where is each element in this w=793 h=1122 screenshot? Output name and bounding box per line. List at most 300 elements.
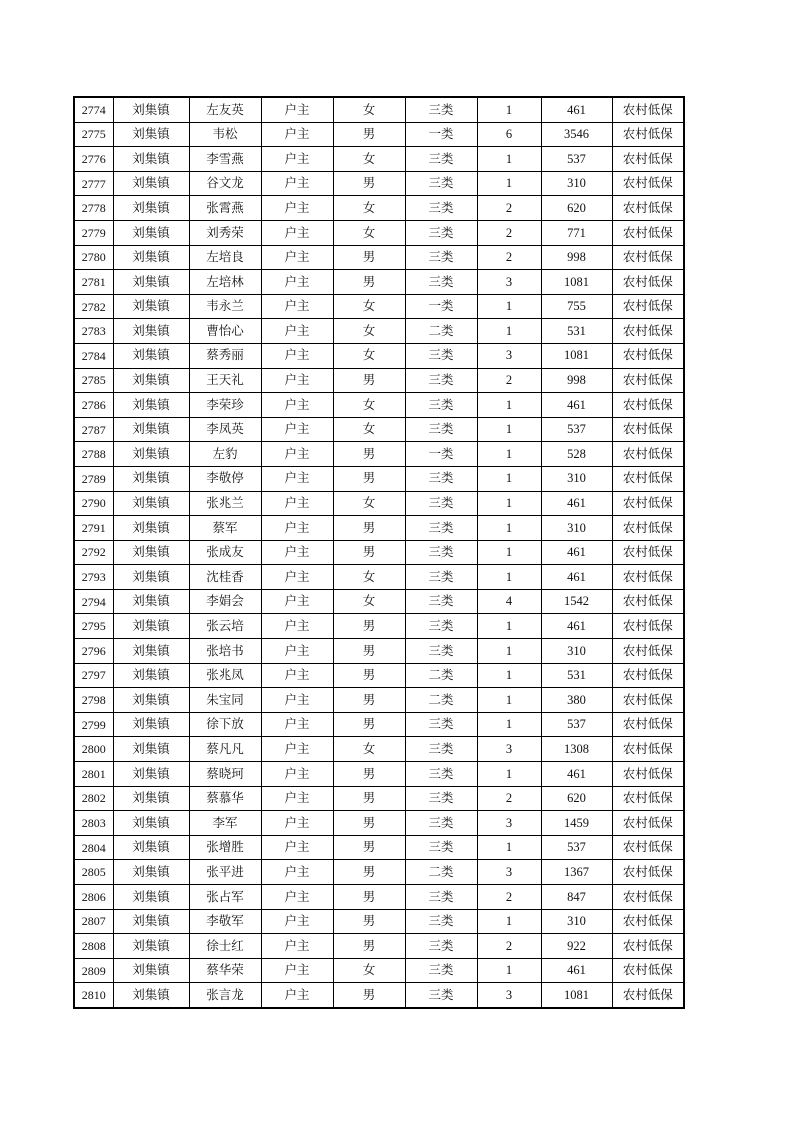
cell-household-role: 户主 (261, 909, 333, 934)
cell-name: 张云培 (189, 614, 261, 639)
cell-name: 曹怡心 (189, 319, 261, 344)
cell-gender: 男 (333, 934, 405, 959)
cell-name: 蔡晓珂 (189, 762, 261, 787)
cell-name: 李敬停 (189, 466, 261, 491)
cell-gender: 女 (333, 319, 405, 344)
cell-name: 左培良 (189, 245, 261, 270)
cell-town: 刘集镇 (113, 220, 189, 245)
cell-row-number: 2783 (74, 319, 113, 344)
cell-town: 刘集镇 (113, 393, 189, 418)
cell-household-size: 1 (477, 417, 541, 442)
cell-gender: 男 (333, 983, 405, 1008)
cell-category: 二类 (405, 860, 477, 885)
table-row (74, 786, 684, 811)
cell-name: 张霄燕 (189, 196, 261, 221)
cell-amount: 461 (541, 565, 612, 590)
cell-gender: 男 (333, 122, 405, 147)
table-row (74, 565, 684, 590)
cell-category: 三类 (405, 147, 477, 172)
cell-benefit-type: 农村低保 (612, 712, 684, 737)
cell-household-role: 户主 (261, 983, 333, 1008)
table-row (74, 934, 684, 959)
cell-household-size: 1 (477, 491, 541, 516)
cell-category: 三类 (405, 737, 477, 762)
cell-amount: 310 (541, 639, 612, 664)
table-row (74, 860, 684, 885)
cell-amount: 531 (541, 663, 612, 688)
table-row (74, 589, 684, 614)
cell-category: 三类 (405, 565, 477, 590)
cell-town: 刘集镇 (113, 712, 189, 737)
cell-gender: 男 (333, 688, 405, 713)
cell-household-size: 1 (477, 319, 541, 344)
cell-town: 刘集镇 (113, 294, 189, 319)
cell-name: 韦永兰 (189, 294, 261, 319)
cell-gender: 女 (333, 589, 405, 614)
table-row (74, 762, 684, 787)
cell-name: 李荣珍 (189, 393, 261, 418)
cell-benefit-type: 农村低保 (612, 860, 684, 885)
cell-amount: 771 (541, 220, 612, 245)
cell-amount: 461 (541, 97, 612, 122)
cell-amount: 755 (541, 294, 612, 319)
cell-benefit-type: 农村低保 (612, 343, 684, 368)
cell-town: 刘集镇 (113, 97, 189, 122)
cell-benefit-type: 农村低保 (612, 589, 684, 614)
cell-household-role: 户主 (261, 540, 333, 565)
cell-category: 三类 (405, 270, 477, 295)
cell-town: 刘集镇 (113, 417, 189, 442)
cell-benefit-type: 农村低保 (612, 762, 684, 787)
cell-amount: 461 (541, 614, 612, 639)
cell-benefit-type: 农村低保 (612, 663, 684, 688)
cell-name: 张增胜 (189, 835, 261, 860)
cell-row-number: 2806 (74, 885, 113, 910)
table-row (74, 368, 684, 393)
cell-row-number: 2786 (74, 393, 113, 418)
cell-household-role: 户主 (261, 737, 333, 762)
cell-household-size: 1 (477, 171, 541, 196)
cell-town: 刘集镇 (113, 171, 189, 196)
cell-benefit-type: 农村低保 (612, 958, 684, 983)
cell-amount: 847 (541, 885, 612, 910)
cell-amount: 537 (541, 835, 612, 860)
cell-row-number: 2808 (74, 934, 113, 959)
cell-amount: 3546 (541, 122, 612, 147)
cell-gender: 女 (333, 491, 405, 516)
cell-town: 刘集镇 (113, 762, 189, 787)
cell-gender: 女 (333, 393, 405, 418)
cell-name: 李凤英 (189, 417, 261, 442)
cell-household-role: 户主 (261, 688, 333, 713)
cell-row-number: 2779 (74, 220, 113, 245)
cell-row-number: 2782 (74, 294, 113, 319)
cell-row-number: 2781 (74, 270, 113, 295)
cell-household-role: 户主 (261, 393, 333, 418)
table-row (74, 663, 684, 688)
cell-benefit-type: 农村低保 (612, 294, 684, 319)
cell-category: 三类 (405, 491, 477, 516)
cell-name: 蔡秀丽 (189, 343, 261, 368)
roster-table (73, 96, 685, 1009)
cell-household-size: 1 (477, 147, 541, 172)
cell-household-role: 户主 (261, 442, 333, 467)
table-row (74, 885, 684, 910)
cell-benefit-type: 农村低保 (612, 171, 684, 196)
cell-name: 张占军 (189, 885, 261, 910)
cell-row-number: 2777 (74, 171, 113, 196)
table-row (74, 393, 684, 418)
cell-household-size: 2 (477, 196, 541, 221)
cell-name: 刘秀荣 (189, 220, 261, 245)
table-row (74, 909, 684, 934)
cell-name: 李军 (189, 811, 261, 836)
cell-amount: 1308 (541, 737, 612, 762)
cell-amount: 1081 (541, 270, 612, 295)
cell-amount: 1081 (541, 983, 612, 1008)
cell-name: 张兆兰 (189, 491, 261, 516)
cell-amount: 461 (541, 393, 612, 418)
cell-gender: 男 (333, 835, 405, 860)
cell-household-role: 户主 (261, 934, 333, 959)
cell-household-role: 户主 (261, 565, 333, 590)
cell-town: 刘集镇 (113, 639, 189, 664)
cell-row-number: 2787 (74, 417, 113, 442)
cell-name: 王天礼 (189, 368, 261, 393)
cell-row-number: 2803 (74, 811, 113, 836)
table-row (74, 737, 684, 762)
cell-town: 刘集镇 (113, 122, 189, 147)
cell-amount: 537 (541, 147, 612, 172)
cell-category: 三类 (405, 417, 477, 442)
cell-household-size: 3 (477, 343, 541, 368)
cell-town: 刘集镇 (113, 860, 189, 885)
cell-benefit-type: 农村低保 (612, 737, 684, 762)
table-row (74, 614, 684, 639)
cell-household-role: 户主 (261, 762, 333, 787)
table-row (74, 97, 684, 122)
table-row (74, 319, 684, 344)
cell-household-size: 1 (477, 565, 541, 590)
cell-household-size: 1 (477, 762, 541, 787)
cell-category: 一类 (405, 442, 477, 467)
cell-category: 三类 (405, 934, 477, 959)
cell-category: 三类 (405, 343, 477, 368)
cell-gender: 女 (333, 958, 405, 983)
cell-household-role: 户主 (261, 639, 333, 664)
cell-row-number: 2798 (74, 688, 113, 713)
cell-name: 张成友 (189, 540, 261, 565)
table-row (74, 835, 684, 860)
cell-town: 刘集镇 (113, 614, 189, 639)
cell-household-role: 户主 (261, 196, 333, 221)
cell-category: 三类 (405, 393, 477, 418)
cell-amount: 310 (541, 466, 612, 491)
cell-name: 徐士红 (189, 934, 261, 959)
cell-gender: 男 (333, 171, 405, 196)
cell-category: 三类 (405, 196, 477, 221)
cell-amount: 461 (541, 491, 612, 516)
cell-benefit-type: 农村低保 (612, 983, 684, 1008)
cell-household-role: 户主 (261, 491, 333, 516)
cell-name: 张言龙 (189, 983, 261, 1008)
cell-benefit-type: 农村低保 (612, 885, 684, 910)
cell-household-size: 1 (477, 663, 541, 688)
cell-benefit-type: 农村低保 (612, 491, 684, 516)
cell-gender: 女 (333, 343, 405, 368)
cell-household-role: 户主 (261, 712, 333, 737)
cell-amount: 310 (541, 171, 612, 196)
cell-row-number: 2780 (74, 245, 113, 270)
cell-gender: 男 (333, 368, 405, 393)
cell-town: 刘集镇 (113, 835, 189, 860)
cell-household-size: 3 (477, 983, 541, 1008)
cell-category: 三类 (405, 885, 477, 910)
cell-category: 三类 (405, 171, 477, 196)
cell-household-size: 1 (477, 909, 541, 934)
cell-household-role: 户主 (261, 343, 333, 368)
table-row (74, 466, 684, 491)
cell-row-number: 2809 (74, 958, 113, 983)
cell-town: 刘集镇 (113, 540, 189, 565)
cell-amount: 310 (541, 516, 612, 541)
cell-benefit-type: 农村低保 (612, 245, 684, 270)
cell-household-size: 3 (477, 737, 541, 762)
cell-amount: 620 (541, 196, 612, 221)
cell-benefit-type: 农村低保 (612, 614, 684, 639)
cell-town: 刘集镇 (113, 270, 189, 295)
cell-household-size: 1 (477, 958, 541, 983)
cell-gender: 男 (333, 245, 405, 270)
cell-household-size: 1 (477, 712, 541, 737)
cell-benefit-type: 农村低保 (612, 368, 684, 393)
table-row (74, 516, 684, 541)
cell-household-role: 户主 (261, 958, 333, 983)
cell-row-number: 2776 (74, 147, 113, 172)
cell-category: 三类 (405, 958, 477, 983)
cell-gender: 男 (333, 614, 405, 639)
cell-row-number: 2796 (74, 639, 113, 664)
cell-name: 李敬军 (189, 909, 261, 934)
cell-category: 三类 (405, 540, 477, 565)
cell-name: 谷文龙 (189, 171, 261, 196)
cell-household-role: 户主 (261, 786, 333, 811)
cell-benefit-type: 农村低保 (612, 220, 684, 245)
cell-row-number: 2793 (74, 565, 113, 590)
cell-benefit-type: 农村低保 (612, 909, 684, 934)
cell-town: 刘集镇 (113, 589, 189, 614)
cell-gender: 男 (333, 516, 405, 541)
table-row (74, 417, 684, 442)
cell-amount: 528 (541, 442, 612, 467)
cell-household-size: 1 (477, 442, 541, 467)
cell-row-number: 2805 (74, 860, 113, 885)
cell-amount: 1459 (541, 811, 612, 836)
cell-amount: 537 (541, 712, 612, 737)
cell-gender: 男 (333, 270, 405, 295)
cell-household-role: 户主 (261, 835, 333, 860)
cell-amount: 1542 (541, 589, 612, 614)
roster-sheet (73, 96, 683, 1009)
cell-amount: 922 (541, 934, 612, 959)
cell-town: 刘集镇 (113, 983, 189, 1008)
cell-town: 刘集镇 (113, 442, 189, 467)
table-row (74, 811, 684, 836)
cell-category: 三类 (405, 516, 477, 541)
cell-row-number: 2775 (74, 122, 113, 147)
cell-row-number: 2800 (74, 737, 113, 762)
cell-gender: 男 (333, 762, 405, 787)
cell-town: 刘集镇 (113, 663, 189, 688)
cell-town: 刘集镇 (113, 491, 189, 516)
cell-household-size: 2 (477, 885, 541, 910)
cell-gender: 男 (333, 466, 405, 491)
cell-row-number: 2778 (74, 196, 113, 221)
cell-gender: 男 (333, 712, 405, 737)
table-body (74, 97, 684, 1008)
cell-household-size: 4 (477, 589, 541, 614)
cell-benefit-type: 农村低保 (612, 393, 684, 418)
cell-household-role: 户主 (261, 97, 333, 122)
cell-household-size: 1 (477, 614, 541, 639)
cell-town: 刘集镇 (113, 786, 189, 811)
cell-household-size: 3 (477, 270, 541, 295)
cell-category: 三类 (405, 245, 477, 270)
cell-category: 三类 (405, 614, 477, 639)
cell-benefit-type: 农村低保 (612, 97, 684, 122)
cell-category: 三类 (405, 835, 477, 860)
cell-gender: 男 (333, 909, 405, 934)
cell-household-size: 2 (477, 220, 541, 245)
cell-benefit-type: 农村低保 (612, 835, 684, 860)
cell-town: 刘集镇 (113, 147, 189, 172)
cell-benefit-type: 农村低保 (612, 565, 684, 590)
cell-town: 刘集镇 (113, 811, 189, 836)
cell-household-size: 3 (477, 860, 541, 885)
cell-row-number: 2797 (74, 663, 113, 688)
cell-town: 刘集镇 (113, 737, 189, 762)
cell-benefit-type: 农村低保 (612, 516, 684, 541)
cell-name: 左培林 (189, 270, 261, 295)
cell-category: 三类 (405, 983, 477, 1008)
cell-name: 左豹 (189, 442, 261, 467)
cell-name: 张兆凤 (189, 663, 261, 688)
cell-name: 左友英 (189, 97, 261, 122)
cell-benefit-type: 农村低保 (612, 147, 684, 172)
cell-row-number: 2790 (74, 491, 113, 516)
cell-amount: 531 (541, 319, 612, 344)
cell-household-role: 户主 (261, 220, 333, 245)
cell-gender: 女 (333, 220, 405, 245)
cell-category: 二类 (405, 688, 477, 713)
cell-name: 朱宝同 (189, 688, 261, 713)
cell-town: 刘集镇 (113, 688, 189, 713)
table-row (74, 171, 684, 196)
cell-household-size: 6 (477, 122, 541, 147)
cell-town: 刘集镇 (113, 245, 189, 270)
cell-household-size: 1 (477, 516, 541, 541)
cell-amount: 461 (541, 762, 612, 787)
cell-benefit-type: 农村低保 (612, 417, 684, 442)
cell-household-role: 户主 (261, 122, 333, 147)
cell-gender: 男 (333, 442, 405, 467)
cell-category: 三类 (405, 368, 477, 393)
cell-gender: 女 (333, 294, 405, 319)
cell-name: 张平进 (189, 860, 261, 885)
cell-category: 一类 (405, 294, 477, 319)
cell-gender: 男 (333, 663, 405, 688)
cell-town: 刘集镇 (113, 909, 189, 934)
cell-row-number: 2788 (74, 442, 113, 467)
cell-row-number: 2795 (74, 614, 113, 639)
cell-gender: 女 (333, 97, 405, 122)
cell-benefit-type: 农村低保 (612, 319, 684, 344)
cell-gender: 女 (333, 196, 405, 221)
cell-household-role: 户主 (261, 171, 333, 196)
cell-town: 刘集镇 (113, 565, 189, 590)
cell-category: 三类 (405, 786, 477, 811)
cell-amount: 998 (541, 245, 612, 270)
cell-category: 一类 (405, 122, 477, 147)
cell-household-role: 户主 (261, 466, 333, 491)
cell-town: 刘集镇 (113, 885, 189, 910)
table-row (74, 491, 684, 516)
table-row (74, 688, 684, 713)
cell-row-number: 2799 (74, 712, 113, 737)
cell-benefit-type: 农村低保 (612, 466, 684, 491)
cell-gender: 女 (333, 565, 405, 590)
cell-household-role: 户主 (261, 885, 333, 910)
cell-household-size: 2 (477, 786, 541, 811)
table-row (74, 540, 684, 565)
table-row (74, 196, 684, 221)
table-row (74, 220, 684, 245)
cell-category: 二类 (405, 319, 477, 344)
cell-category: 三类 (405, 220, 477, 245)
cell-category: 三类 (405, 639, 477, 664)
cell-household-role: 户主 (261, 860, 333, 885)
cell-household-size: 1 (477, 97, 541, 122)
table-row (74, 122, 684, 147)
cell-gender: 男 (333, 860, 405, 885)
cell-amount: 998 (541, 368, 612, 393)
cell-gender: 男 (333, 540, 405, 565)
cell-town: 刘集镇 (113, 196, 189, 221)
cell-category: 三类 (405, 466, 477, 491)
cell-benefit-type: 农村低保 (612, 934, 684, 959)
cell-name: 沈桂香 (189, 565, 261, 590)
cell-gender: 女 (333, 737, 405, 762)
cell-town: 刘集镇 (113, 934, 189, 959)
table-row (74, 958, 684, 983)
cell-row-number: 2774 (74, 97, 113, 122)
cell-benefit-type: 农村低保 (612, 540, 684, 565)
cell-household-size: 1 (477, 393, 541, 418)
table-row (74, 245, 684, 270)
cell-category: 三类 (405, 762, 477, 787)
cell-gender: 女 (333, 417, 405, 442)
cell-name: 张培书 (189, 639, 261, 664)
cell-household-role: 户主 (261, 589, 333, 614)
cell-household-role: 户主 (261, 294, 333, 319)
cell-amount: 1367 (541, 860, 612, 885)
cell-row-number: 2785 (74, 368, 113, 393)
cell-category: 三类 (405, 712, 477, 737)
cell-name: 蔡凡凡 (189, 737, 261, 762)
cell-household-size: 3 (477, 811, 541, 836)
cell-name: 徐下放 (189, 712, 261, 737)
cell-row-number: 2791 (74, 516, 113, 541)
